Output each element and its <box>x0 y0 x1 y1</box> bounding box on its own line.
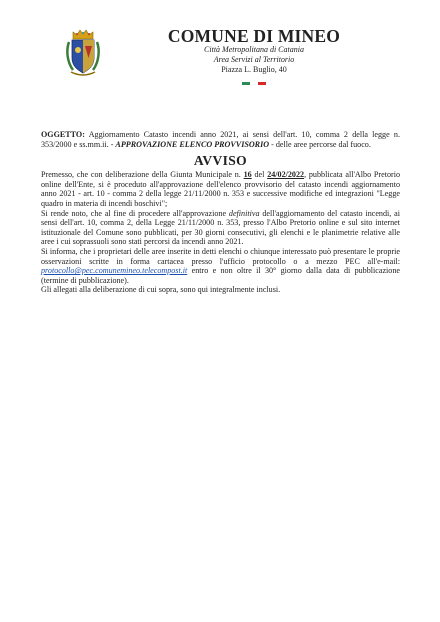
resolution-number: 16 <box>243 170 252 180</box>
metropolitan-city-line: Città Metropolitana di Catania <box>204 45 304 54</box>
notice-body <box>41 130 400 295</box>
department-line: Area Servizi al Territorio <box>213 54 295 64</box>
observations-paragraph <box>41 247 400 285</box>
observations-text: Si informa, che i proprietari delle aree inserite in detti elenchi o chiunque interessato può presentare le proprie osservazioni scritte in forma cartacea presso l'ufficio protocollo o a mezzo PEC all'e-mail: <box>41 246 400 266</box>
flag-green-stripe <box>242 82 250 85</box>
pec-email-link[interactable]: protocollo@pec.comunemineo.telecompost.it <box>41 266 188 276</box>
subject-paragraph <box>41 130 400 149</box>
premise-paragraph <box>41 170 400 208</box>
observations-text-end: entro e non oltre il 30° giorno dalla data di pubblicazione (termine di pubblicazione). <box>41 266 400 285</box>
publication-paragraph <box>41 209 400 247</box>
italian-flag-icon <box>166 82 342 85</box>
notice-heading: AVVISO <box>193 153 248 169</box>
premise-text-of: del <box>251 170 268 180</box>
publication-text: Si rende noto, che al fine di procedere all'approvazione <box>41 208 229 218</box>
flag-red-stripe <box>258 82 266 85</box>
flag-white-stripe <box>250 82 258 85</box>
definitive-emphasis: definitiva <box>228 208 260 218</box>
municipal-crest-icon <box>65 28 101 78</box>
subject-emphasis: APPROVAZIONE ELENCO PROVVISORIO <box>115 139 270 149</box>
subject-label: OGGETTO: <box>41 130 85 139</box>
attachments-paragraph: Gli allegati alla deliberazione di cui sopra, sono qui integralmente inclusi. <box>41 285 281 295</box>
publication-text-end: dell'aggiornamento del catasto incendi, ai sensi dell'art. 10, comma 2, della Legge 21/11/2000 n. 353, presso l'Albo Pretorio online e sul sito internet istituzionale del Comune sono pubblicati, per 30 giorni consecutivi, gli elenchi e le planimetrie relative alle aree i cui soprassuoli sono stati percorsi da incendi anno 2021. <box>41 208 401 247</box>
address-line: Piazza L. Buglio, 40 <box>221 65 287 74</box>
premise-text: Premesso, che con deliberazione della Giunta Municipale n. <box>41 170 244 180</box>
subject-text: Aggiornamento Catasto incendi anno 2021, ai sensi dell'art. 10, comma 2 della legge n. 353/2000 e ss.mm.ii. - <box>41 130 400 149</box>
municipality-title: COMUNE DI MINEO <box>167 26 341 46</box>
letterhead <box>166 27 342 85</box>
subject-text-end: - delle aree percorse dal fuoco. <box>269 139 371 149</box>
premise-text-end: , pubblicata all'Albo Pretorio online dell'Ente, si è proceduto all'approvazione dell'elenco provvisorio del catasto incendi aggiornamento anno 2021 - art. 10 - comma 2 della legge 21/11/2000 n. 353 e successive modifiche ed integrazioni "Legge quadro in materia di incendi boschivi"; <box>41 170 400 208</box>
resolution-date: 24/02/2022 <box>267 170 305 180</box>
